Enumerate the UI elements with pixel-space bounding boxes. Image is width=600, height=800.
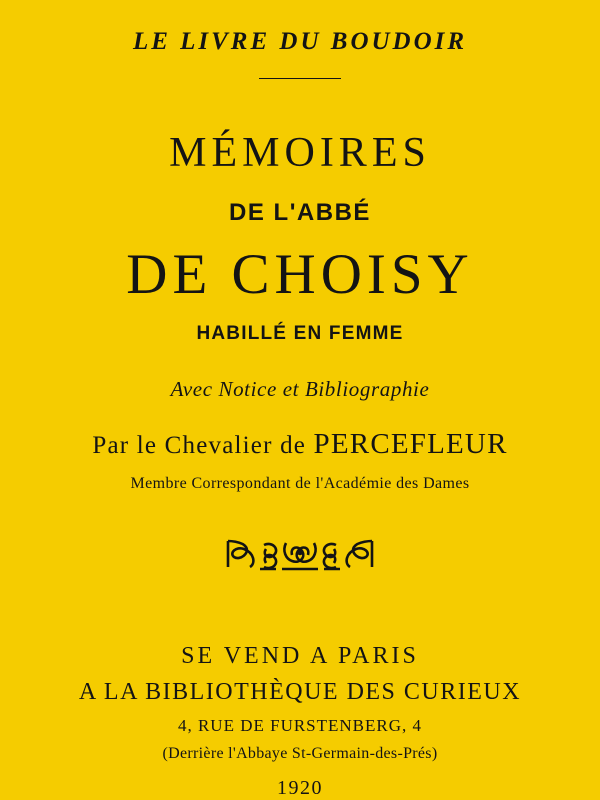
author-affiliation: Membre Correspondant de l'Académie des Dames — [130, 475, 470, 492]
imprint-address: 4, RUE DE FURSTENBERG, 4 — [177, 716, 423, 735]
series-title: LE LIVRE DU BOUDOIR — [132, 28, 468, 55]
imprint-publisher: A LA BIBLIOTHÈQUE DES CURIEUX — [78, 679, 522, 705]
author-prefix: Par le Chevalier de — [92, 432, 314, 459]
imprint-year: 1920 — [277, 777, 323, 799]
floral-ornament-icon — [220, 535, 380, 573]
author-name: PERCEFLEUR — [313, 428, 508, 460]
imprint-city: SE VEND A PARIS — [181, 643, 419, 669]
notice-line: Avec Notice et Bibliographie — [170, 377, 430, 401]
author-line — [92, 428, 507, 461]
divider-rule — [259, 78, 341, 79]
title-subtitle: DE L'ABBÉ — [229, 199, 371, 227]
title-subject-name: DE CHOISY — [126, 243, 474, 307]
page-title: MÉMOIRES — [169, 130, 431, 177]
imprint-block — [79, 643, 521, 800]
imprint-address-note: (Derrière l'Abbaye St-Germain-des-Prés) — [162, 745, 438, 762]
title-tagline: HABILLÉ EN FEMME — [196, 323, 404, 344]
